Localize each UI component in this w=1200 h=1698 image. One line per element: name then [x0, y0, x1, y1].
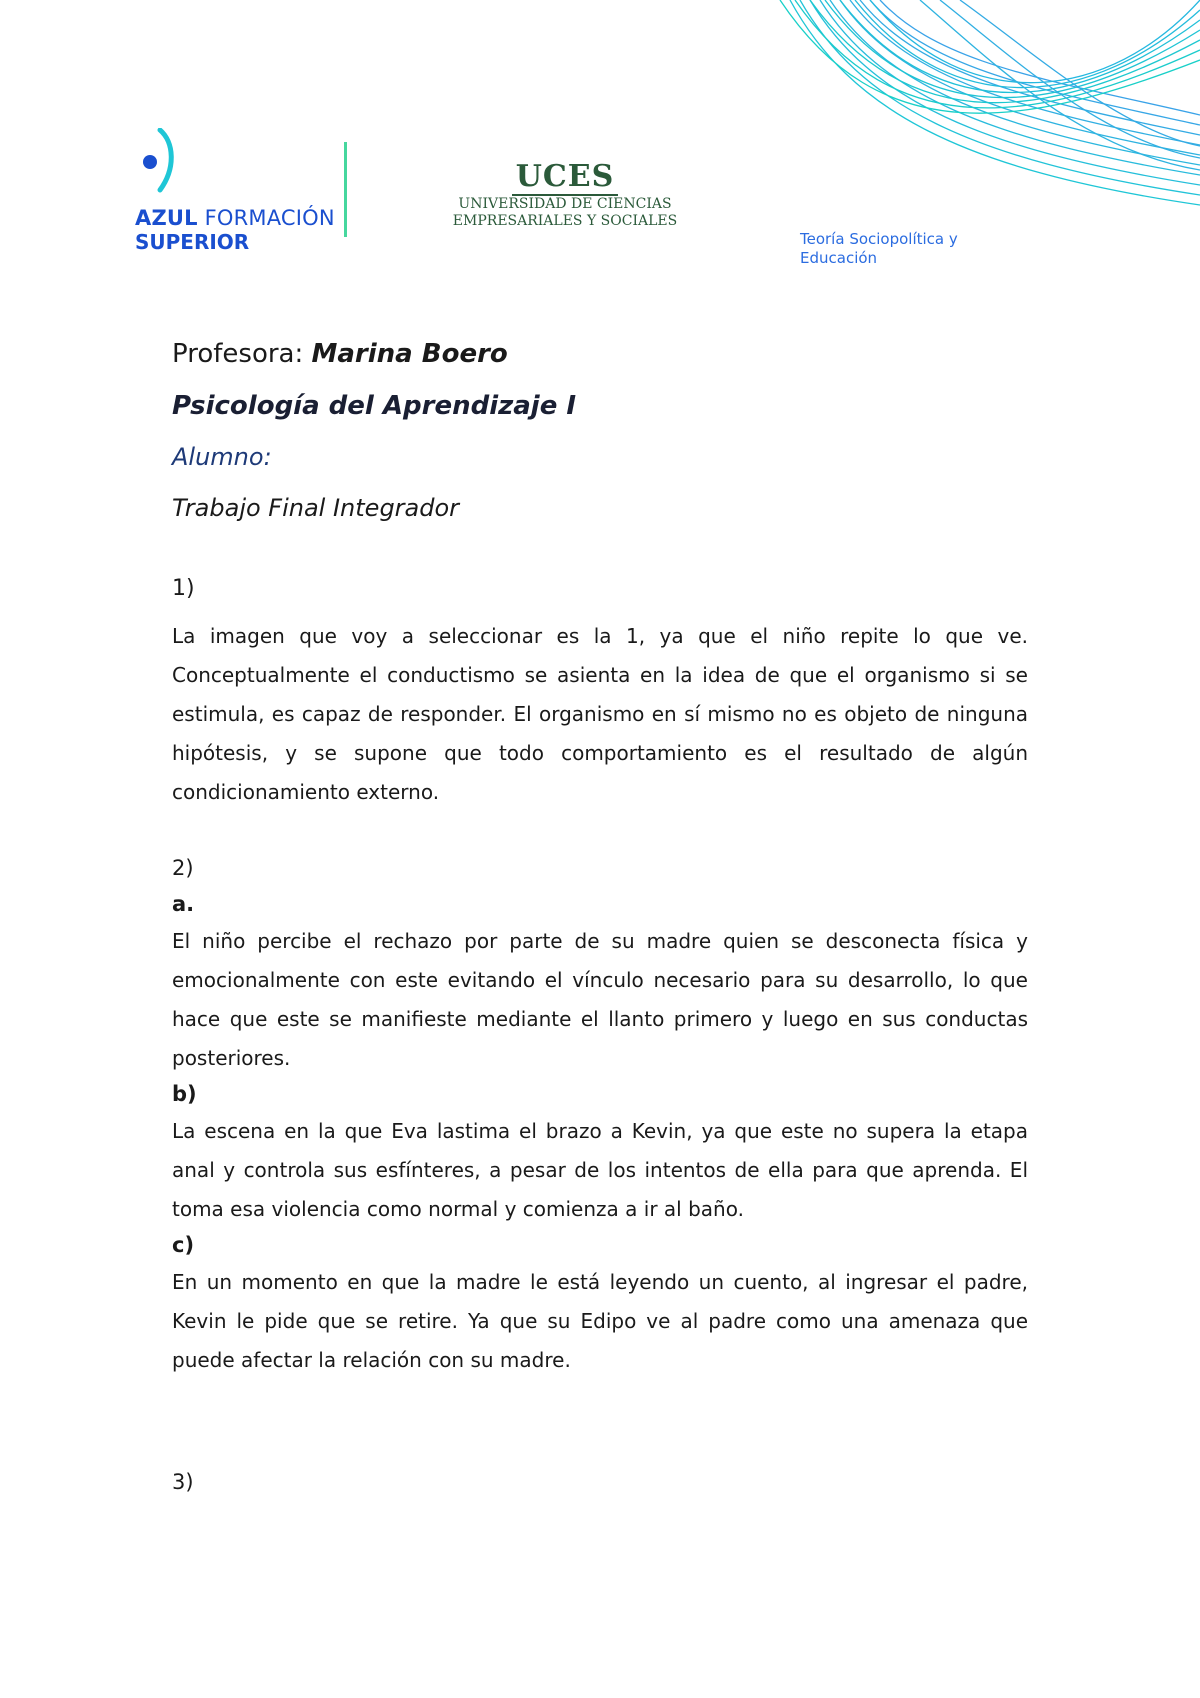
- professor-label: Profesora:: [172, 339, 312, 369]
- section-1-number: 1): [172, 576, 195, 601]
- course-label-line-1: Teoría Sociopolítica y: [800, 230, 958, 248]
- section-3-number: 3): [172, 1470, 194, 1494]
- course-label: [800, 230, 1000, 268]
- azul-logo-mark-icon: [132, 128, 192, 200]
- subject-title: Psicología del Aprendizaje I: [172, 391, 577, 421]
- course-label-line-2: Educación: [800, 249, 878, 267]
- section-2b-text: La escena en la que Eva lastima el brazo a Kevin, ya que este no supera la etapa anal y controla sus esfínteres, a pesar de los intentos de ella para que aprenda. El toma esa violencia como normal y comienza a ir al baño.: [172, 1119, 1028, 1221]
- section-2a-label: a.: [172, 892, 195, 916]
- section-2c-text: En un momento en que la madre le está leyendo un cuento, al ingresar el padre, Kevin le pide que se retire. Ya que su Edipo ve al padre como una amenaza que puede afectar la relación con su madre.: [172, 1270, 1028, 1372]
- section-2-number: 2): [172, 856, 194, 880]
- professor-name: Marina Boero: [311, 339, 508, 369]
- student-label: Alumno:: [172, 443, 272, 471]
- decorative-wave-lines: [760, 0, 1200, 220]
- logo-divider: [344, 142, 347, 237]
- professor-line: [172, 340, 1028, 369]
- logo-text-line-1: AZUL FORMACIÓN: [135, 206, 335, 230]
- uces-line-2: EMPRESARIALES Y SOCIALES: [452, 213, 678, 229]
- document-body: [172, 340, 1028, 1496]
- section-2c-label: c): [172, 1233, 195, 1257]
- section-1-text: La imagen que voy a seleccionar es la 1, ya que el niño repite lo que ve. Conceptualmente el conductismo se asienta en la idea de que el organismo si se estimula, es capaz de responder. El organismo en sí mismo no es objeto de ninguna hipótesis, y se supone que todo comportamiento es el resultado de algún condicionamiento externo.: [172, 624, 1028, 804]
- uces-acronym: UCES: [512, 160, 619, 196]
- azul-formacion-superior-logo: [132, 128, 335, 254]
- section-2a-text: El niño percibe el rechazo por parte de su madre quien se desconecta física y emocionalmente con este evitando el vínculo necesario para su desarrollo, lo que hace que este se manifieste mediante el llanto primero y luego en sus conductas posteriores.: [172, 929, 1028, 1070]
- section-2b-label: b): [172, 1082, 197, 1106]
- work-title: Trabajo Final Integrador: [172, 494, 460, 522]
- uces-line-1: UNIVERSIDAD DE CIENCIAS: [458, 196, 672, 212]
- uces-logo: [450, 160, 680, 240]
- logo-text-line-2: SUPERIOR: [135, 230, 250, 254]
